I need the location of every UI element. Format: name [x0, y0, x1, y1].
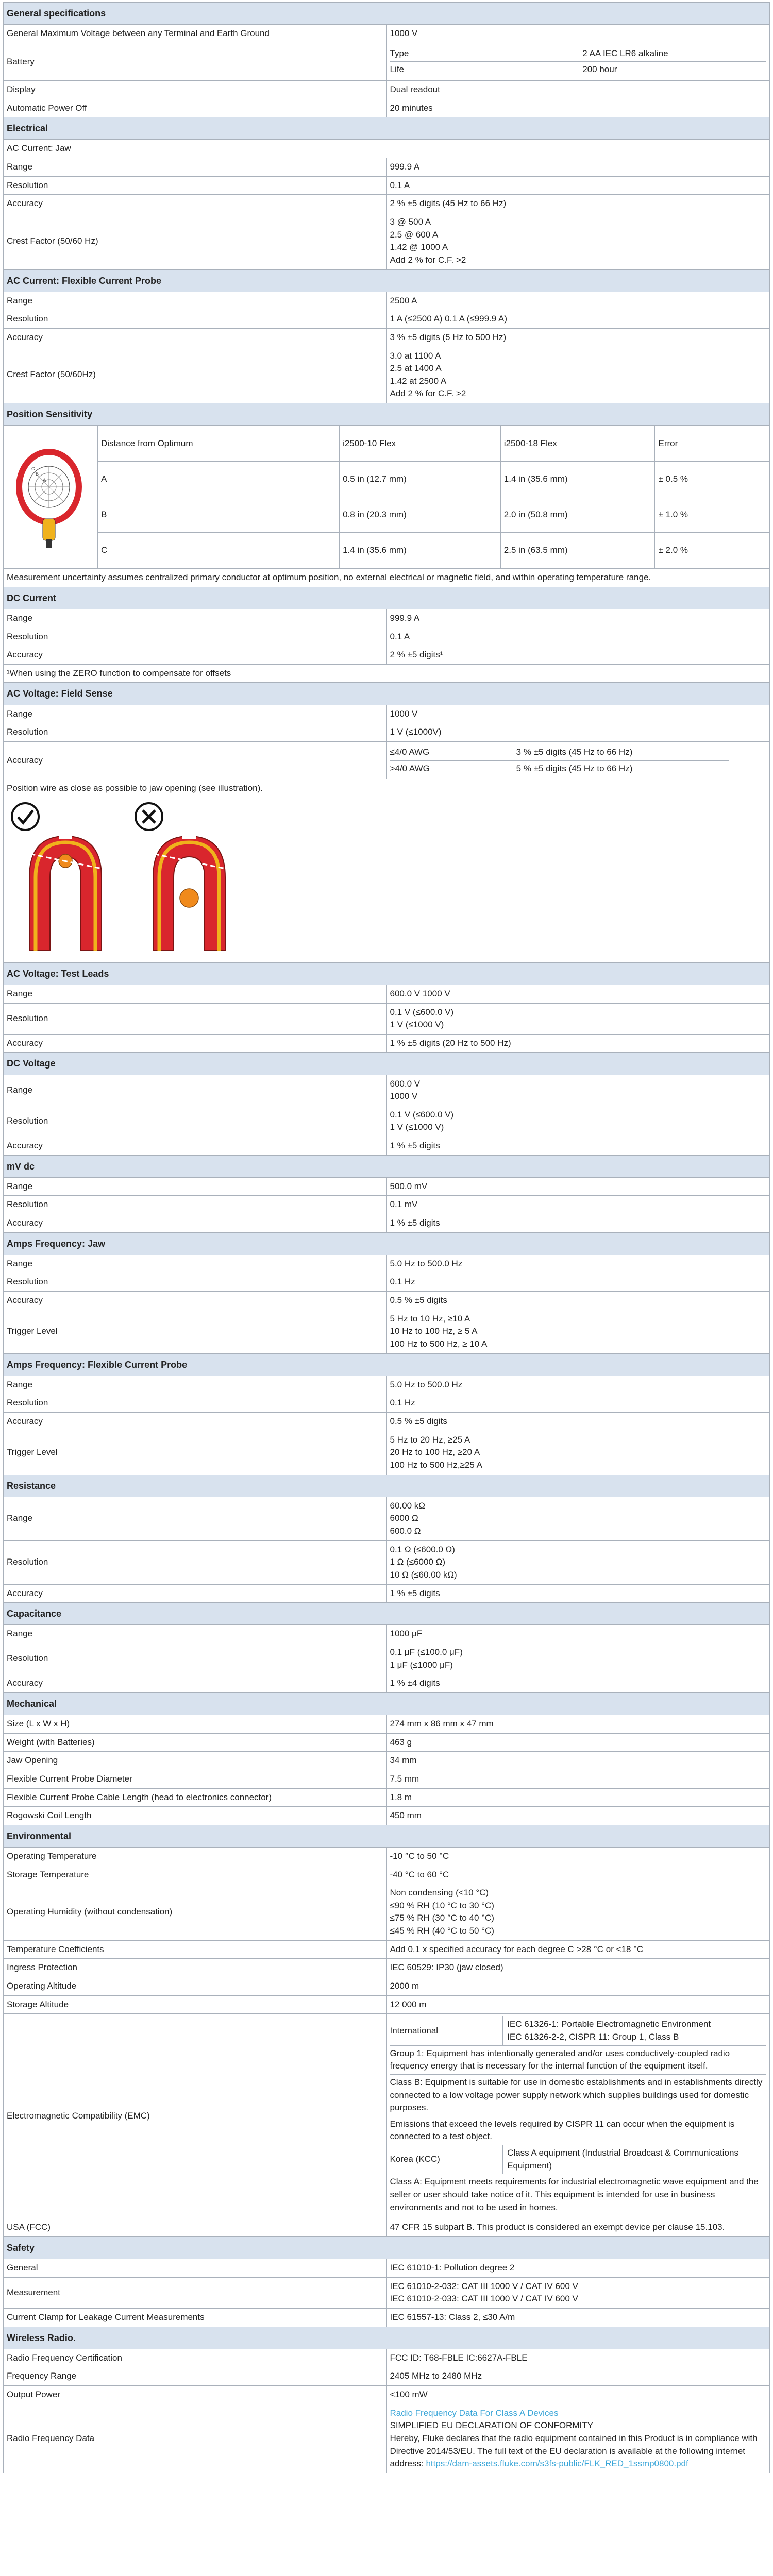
probe-diameter-label: Flexible Current Probe Diameter — [4, 1770, 387, 1788]
meas-line: IEC 61010-2-033: CAT III 1000 V / CAT IV 600 V — [390, 2294, 578, 2304]
resistance-acc-value: 1 % ±5 digits — [386, 1584, 770, 1603]
dc-voltage-res-value — [386, 1106, 770, 1137]
crest-line: Add 2 % for C.F. >2 — [390, 388, 466, 399]
emc-classa: Class A: Equipment meets requirements for industrial electromagnetic wave equipment and the seller or user should take notice of it. This equipment is intended for use in business environments and not to be used in homes. — [390, 2177, 759, 2212]
ac-jaw-crest-label: Crest Factor (50/60 Hz) — [4, 213, 387, 269]
st-altitude-value: 12 000 m — [386, 1995, 770, 2014]
res-line: 1 V (≤1000 V) — [390, 1122, 444, 1132]
cable-length-value: 1.8 m — [386, 1788, 770, 1807]
resistance-acc-label: Accuracy — [4, 1584, 387, 1603]
trig-line: 5 Hz to 20 Hz, ≥25 A — [390, 1434, 470, 1445]
trig-line: 10 Hz to 100 Hz, ≥ 5 A — [390, 1326, 478, 1336]
rf-freq-value: 2405 MHz to 2480 MHz — [386, 2367, 770, 2386]
position-cell: 1.4 in (35.6 mm) — [340, 533, 501, 568]
range-line: 600.0 V — [390, 1078, 421, 1089]
ac-flex-crest-value — [386, 347, 770, 403]
op-altitude-label: Operating Altitude — [4, 1977, 387, 1996]
resistance-range-value — [386, 1497, 770, 1540]
dc-current-range-value: 999.9 A — [386, 609, 770, 628]
position-header: Distance from Optimum — [98, 426, 340, 462]
apo-label: Automatic Power Off — [4, 99, 387, 117]
position-cell: B — [98, 497, 340, 533]
freq-jaw-acc-value: 0.5 % ±5 digits — [386, 1292, 770, 1310]
rf-data-url-link[interactable]: https://dam-assets.fluke.com/s3fs-public/FLK_RED_1ssmp0800.pdf — [426, 2459, 688, 2469]
table-row — [98, 533, 769, 568]
capacitance-range-value: 1000 μF — [386, 1625, 770, 1643]
dc-current-res-value: 0.1 A — [386, 628, 770, 646]
position-header: Error — [655, 426, 769, 462]
emc-intl-label: International — [390, 2016, 503, 2045]
dc-current-acc-value: 2 % ±5 digits¹ — [386, 646, 770, 665]
ac-leads-range-value: 600.0 V 1000 V — [386, 985, 770, 1003]
freq-flex-range-value: 5.0 Hz to 500.0 Hz — [386, 1376, 770, 1394]
jaw-correct-illustration — [9, 800, 122, 955]
safety-general-value: IEC 61010-1: Pollution degree 2 — [386, 2259, 770, 2278]
safety-meas-value — [386, 2277, 770, 2308]
section-mechanical: Mechanical — [4, 1692, 770, 1715]
ac-field-acc-subtable — [386, 741, 770, 779]
rf-cert-label: Radio Frequency Certification — [4, 2349, 387, 2367]
position-table — [97, 426, 769, 568]
ac-leads-range-label: Range — [4, 985, 387, 1003]
rf-data-heading: SIMPLIFIED EU DECLARATION OF CONFORMITY — [390, 2420, 593, 2431]
rf-data-link[interactable]: Radio Frequency Data For Class A Devices — [390, 2408, 559, 2418]
max-voltage-label: General Maximum Voltage between any Terminal and Earth Ground — [4, 25, 387, 43]
position-block — [4, 426, 770, 569]
dc-current-range-label: Range — [4, 609, 387, 628]
res-line: 1 μF (≤1000 μF) — [390, 1659, 453, 1670]
humidity-line: ≤75 % RH (30 °C to 40 °C) — [390, 1913, 494, 1923]
dc-voltage-res-label: Resolution — [4, 1106, 387, 1137]
dc-current-footnote: ¹When using the ZERO function to compensate for offsets — [4, 664, 770, 683]
fcc-value: 47 CFR 15 subpart B. This product is considered an exempt device per clause 15.103. — [386, 2218, 770, 2237]
battery-type-label: Type — [390, 46, 578, 62]
dc-voltage-range-value — [386, 1075, 770, 1106]
rf-freq-label: Frequency Range — [4, 2367, 387, 2386]
trig-line: 5 Hz to 10 Hz, ≥10 A — [390, 1313, 470, 1324]
max-voltage-value: 1000 V — [386, 25, 770, 43]
res-line: 0.1 Ω (≤600.0 Ω) — [390, 1544, 455, 1554]
trig-line: 100 Hz to 500 Hz, ≥ 10 A — [390, 1339, 488, 1349]
freq-jaw-acc-label: Accuracy — [4, 1292, 387, 1310]
position-cell: ± 2.0 % — [655, 533, 769, 568]
display-label: Display — [4, 81, 387, 99]
freq-jaw-range-label: Range — [4, 1255, 387, 1273]
capacitance-acc-label: Accuracy — [4, 1674, 387, 1693]
coil-length-label: Rogowski Coil Length — [4, 1807, 387, 1825]
crest-line: 3.0 at 1100 A — [390, 350, 441, 361]
crest-line: 2.5 at 1400 A — [390, 363, 442, 374]
section-ac-flex: AC Current: Flexible Current Probe — [4, 269, 770, 292]
res-line: 1 Ω (≤6000 Ω) — [390, 1557, 446, 1567]
position-cell: C — [98, 533, 340, 568]
op-altitude-value: 2000 m — [386, 1977, 770, 1996]
ac-field-illustration-cell — [4, 779, 770, 963]
battery-type-value: 2 AA IEC LR6 alkaline — [578, 46, 766, 62]
emc-intl-line: IEC 61326-1: Portable Electromagnetic Environment — [507, 2019, 711, 2029]
section-freq-flex: Amps Frequency: Flexible Current Probe — [4, 1353, 770, 1376]
svg-text:A: A — [43, 477, 46, 483]
mv-dc-acc-value: 1 % ±5 digits — [386, 1214, 770, 1233]
emc-label: Electromagnetic Compatibility (EMC) — [4, 2014, 387, 2218]
ac-jaw-res-label: Resolution — [4, 176, 387, 195]
section-dc-voltage: DC Voltage — [4, 1053, 770, 1075]
ac-jaw-crest-value — [386, 213, 770, 269]
position-cell: 2.5 in (63.5 mm) — [500, 533, 655, 568]
rf-data-text: Hereby, Fluke declares that the radio equipment contained in this Product is in compliance with Directive 2014/53/EU. The full text of the EU declaration is available at the following internet address: — [390, 2433, 758, 2469]
ac-jaw-acc-label: Accuracy — [4, 195, 387, 213]
freq-flex-acc-value: 0.5 % ±5 digits — [386, 1413, 770, 1431]
humidity-line: Non condensing (<10 °C) — [390, 1888, 489, 1898]
ac-flex-range-label: Range — [4, 292, 387, 310]
position-cell: 1.4 in (35.6 mm) — [500, 462, 655, 497]
ac-jaw-range-value: 999.9 A — [386, 158, 770, 177]
humidity-line: ≤90 % RH (10 °C to 30 °C) — [390, 1900, 494, 1910]
battery-label: Battery — [4, 43, 387, 80]
rf-power-label: Output Power — [4, 2385, 387, 2404]
mv-dc-range-label: Range — [4, 1177, 387, 1196]
freq-flex-res-label: Resolution — [4, 1394, 387, 1413]
freq-jaw-trig-label: Trigger Level — [4, 1310, 387, 1353]
ac-field-res-label: Resolution — [4, 723, 387, 742]
apo-value: 20 minutes — [386, 99, 770, 117]
awg-value: 5 % ±5 digits (45 Hz to 66 Hz) — [516, 763, 633, 773]
section-resistance: Resistance — [4, 1475, 770, 1497]
ac-field-res-value: 1 V (≤1000V) — [386, 723, 770, 742]
mv-dc-acc-label: Accuracy — [4, 1214, 387, 1233]
size-value: 274 mm x 86 mm x 47 mm — [386, 1715, 770, 1733]
dc-voltage-acc-value: 1 % ±5 digits — [386, 1137, 770, 1156]
awg-label: >4/0 AWG — [390, 760, 512, 776]
humidity-label: Operating Humidity (without condensation) — [4, 1884, 387, 1941]
section-environmental: Environmental — [4, 1825, 770, 1847]
ac-jaw-res-value: 0.1 A — [386, 176, 770, 195]
st-temp-label: Storage Temperature — [4, 1866, 387, 1884]
svg-text:C: C — [31, 466, 35, 471]
ac-flex-acc-value: 3 % ±5 digits (5 Hz to 500 Hz) — [386, 328, 770, 347]
ac-flex-crest-label: Crest Factor (50/60Hz) — [4, 347, 387, 403]
freq-flex-res-value: 0.1 Hz — [386, 1394, 770, 1413]
ac-field-acc-label: Accuracy — [4, 741, 387, 779]
ac-field-note: Position wire as close as possible to jaw opening (see illustration). — [7, 783, 263, 793]
section-capacitance: Capacitance — [4, 1603, 770, 1625]
ac-field-range-value: 1000 V — [386, 705, 770, 723]
section-dc-current: DC Current — [4, 587, 770, 609]
position-cell: 2.0 in (50.8 mm) — [500, 497, 655, 533]
res-line: 0.1 μF (≤100.0 μF) — [390, 1647, 463, 1657]
st-temp-value: -40 °C to 60 °C — [386, 1866, 770, 1884]
mv-dc-res-value: 0.1 mV — [386, 1196, 770, 1214]
table-row — [98, 497, 769, 533]
rf-data-label: Radio Frequency Data — [4, 2404, 387, 2473]
emc-value — [386, 2014, 770, 2218]
position-note: Measurement uncertainty assumes centralized primary conductor at optimum position, no external electrical or magnetic field, and within operating temperature range. — [4, 569, 770, 587]
res-line: 0.1 V (≤600.0 V) — [390, 1109, 454, 1120]
battery-life-value: 200 hour — [582, 64, 617, 75]
spec-table — [3, 2, 770, 2473]
dc-current-res-label: Resolution — [4, 628, 387, 646]
position-cell: ± 0.5 % — [655, 462, 769, 497]
ingress-label: Ingress Protection — [4, 1959, 387, 1977]
section-ac-leads: AC Voltage: Test Leads — [4, 962, 770, 985]
range-line: 600.0 Ω — [390, 1526, 421, 1536]
ac-leads-acc-value: 1 % ±5 digits (20 Hz to 500 Hz) — [386, 1034, 770, 1053]
flex-probe-diagram — [4, 426, 97, 568]
weight-label: Weight (with Batteries) — [4, 1733, 387, 1752]
ac-field-range-label: Range — [4, 705, 387, 723]
rf-data-value — [386, 2404, 770, 2473]
mv-dc-res-label: Resolution — [4, 1196, 387, 1214]
display-value: Dual readout — [386, 81, 770, 99]
emc-intl-value — [503, 2016, 766, 2045]
capacitance-res-label: Resolution — [4, 1643, 387, 1674]
position-header: i2500-18 Flex — [500, 426, 655, 462]
section-mv-dc: mV dc — [4, 1155, 770, 1177]
section-position: Position Sensitivity — [4, 403, 770, 426]
freq-jaw-range-value: 5.0 Hz to 500.0 Hz — [386, 1255, 770, 1273]
crest-line: Add 2 % for C.F. >2 — [390, 255, 466, 265]
freq-flex-trig-value — [386, 1431, 770, 1475]
ac-flex-res-value: 1 A (≤2500 A) 0.1 A (≤999.9 A) — [386, 310, 770, 329]
freq-flex-range-label: Range — [4, 1376, 387, 1394]
dc-voltage-range-label: Range — [4, 1075, 387, 1106]
freq-flex-acc-label: Accuracy — [4, 1413, 387, 1431]
ingress-value: IEC 60529: IP30 (jaw closed) — [386, 1959, 770, 1977]
humidity-line: ≤45 % RH (40 °C to 50 °C) — [390, 1926, 494, 1936]
range-line: 1000 V — [390, 1091, 418, 1101]
coil-length-value: 450 mm — [386, 1807, 770, 1825]
position-cell: A — [98, 462, 340, 497]
battery-subtable — [386, 43, 770, 80]
probe-diameter-value: 7.5 mm — [386, 1770, 770, 1788]
ac-flex-acc-label: Accuracy — [4, 328, 387, 347]
jaw-opening-value: 34 mm — [386, 1752, 770, 1770]
section-freq-jaw: Amps Frequency: Jaw — [4, 1232, 770, 1255]
ac-leads-res-label: Resolution — [4, 1003, 387, 1034]
freq-flex-trig-label: Trigger Level — [4, 1431, 387, 1475]
svg-text:B: B — [36, 471, 39, 477]
resistance-res-label: Resolution — [4, 1540, 387, 1584]
battery-life-label: Life — [390, 62, 578, 78]
res-line: 10 Ω (≤60.00 kΩ) — [390, 1569, 457, 1580]
ac-jaw-subtitle: AC Current: Jaw — [4, 140, 770, 158]
ac-flex-range-value: 2500 A — [386, 292, 770, 310]
jaw-opening-label: Jaw Opening — [4, 1752, 387, 1770]
section-electrical: Electrical — [4, 117, 770, 140]
meas-line: IEC 61010-2-032: CAT III 1000 V / CAT IV 600 V — [390, 2281, 578, 2291]
rf-power-value: <100 mW — [386, 2385, 770, 2404]
mv-dc-range-value: 500.0 mV — [386, 1177, 770, 1196]
emc-classb: Class B: Equipment is suitable for use in domestic establishments and in establishments directly connected to a low voltage power supply network which supplies buildings used for domestic purposes. — [390, 2074, 767, 2116]
capacitance-acc-value: 1 % ±4 digits — [386, 1674, 770, 1693]
jaw-incorrect-illustration — [132, 800, 246, 955]
safety-clamp-value: IEC 61557-13: Class 2, ≤30 A/m — [386, 2308, 770, 2327]
freq-jaw-trig-value — [386, 1310, 770, 1353]
freq-jaw-res-value: 0.1 Hz — [386, 1273, 770, 1292]
emc-korea-label: Korea (KCC) — [390, 2145, 503, 2174]
res-line: 1 V (≤1000 V) — [390, 1020, 444, 1030]
safety-general-label: General — [4, 2259, 387, 2278]
range-line: 6000 Ω — [390, 1513, 418, 1523]
section-safety: Safety — [4, 2236, 770, 2259]
crest-line: 3 @ 500 A — [390, 216, 431, 227]
ac-jaw-acc-value: 2 % ±5 digits (45 Hz to 66 Hz) — [386, 195, 770, 213]
emc-group1: Group 1: Equipment has intentionally generated and/or uses conductively-coupled radio frequency energy that is necessary for the internal function of the equipment itself. — [390, 2045, 767, 2074]
position-header: i2500-10 Flex — [340, 426, 501, 462]
op-temp-label: Operating Temperature — [4, 1847, 387, 1866]
weight-value: 463 g — [386, 1733, 770, 1752]
resistance-res-value — [386, 1540, 770, 1584]
resistance-range-label: Range — [4, 1497, 387, 1540]
st-altitude-label: Storage Altitude — [4, 1995, 387, 2014]
op-temp-value: -10 °C to 50 °C — [386, 1847, 770, 1866]
ac-jaw-range-label: Range — [4, 158, 387, 177]
safety-meas-label: Measurement — [4, 2277, 387, 2308]
table-row — [98, 462, 769, 497]
humidity-value — [386, 1884, 770, 1941]
position-cell: 0.8 in (20.3 mm) — [340, 497, 501, 533]
jaw-illustrations — [7, 795, 766, 960]
section-wireless: Wireless Radio. — [4, 2327, 770, 2349]
crest-line: 1.42 @ 1000 A — [390, 242, 448, 252]
cable-length-label: Flexible Current Probe Cable Length (head to electronics connector) — [4, 1788, 387, 1807]
res-line: 0.1 V (≤600.0 V) — [390, 1007, 454, 1017]
awg-value: 3 % ±5 digits (45 Hz to 66 Hz) — [512, 744, 729, 760]
position-cell: 0.5 in (12.7 mm) — [340, 462, 501, 497]
trig-line: 20 Hz to 100 Hz, ≥20 A — [390, 1447, 480, 1458]
ac-leads-acc-label: Accuracy — [4, 1034, 387, 1053]
capacitance-res-value — [386, 1643, 770, 1674]
emc-intl-line: IEC 61326-2-2, CISPR 11: Group 1, Class B — [507, 2031, 679, 2042]
emc-emissions: Emissions that exceed the levels required by CISPR 11 can occur when the equipment is connected to a test object. — [390, 2116, 767, 2145]
size-label: Size (L x W x H) — [4, 1715, 387, 1733]
checkmark-icon — [12, 803, 39, 830]
temp-coeff-value: Add 0.1 x specified accuracy for each degree C >28 °C or <18 °C — [386, 1940, 770, 1959]
rf-cert-value: FCC ID: T68-FBLE IC:6627A-FBLE — [386, 2349, 770, 2367]
range-line: 60.00 kΩ — [390, 1500, 425, 1511]
position-cell: ± 1.0 % — [655, 497, 769, 533]
capacitance-range-label: Range — [4, 1625, 387, 1643]
section-general: General specifications — [4, 3, 770, 25]
crest-line: 2.5 @ 600 A — [390, 229, 439, 240]
emc-korea-value: Class A equipment (Industrial Broadcast & Communications Equipment) — [503, 2145, 766, 2174]
fcc-label: USA (FCC) — [4, 2218, 387, 2237]
dc-current-acc-label: Accuracy — [4, 646, 387, 665]
safety-clamp-label: Current Clamp for Leakage Current Measurements — [4, 2308, 387, 2327]
trig-line: 100 Hz to 500 Hz,≥25 A — [390, 1460, 482, 1470]
crest-line: 1.42 at 2500 A — [390, 376, 447, 386]
awg-label: ≤4/0 AWG — [390, 744, 512, 760]
dc-voltage-acc-label: Accuracy — [4, 1137, 387, 1156]
freq-jaw-res-label: Resolution — [4, 1273, 387, 1292]
temp-coeff-label: Temperature Coefficients — [4, 1940, 387, 1959]
ac-flex-res-label: Resolution — [4, 310, 387, 329]
section-ac-field: AC Voltage: Field Sense — [4, 683, 770, 705]
ac-leads-res-value — [386, 1003, 770, 1034]
